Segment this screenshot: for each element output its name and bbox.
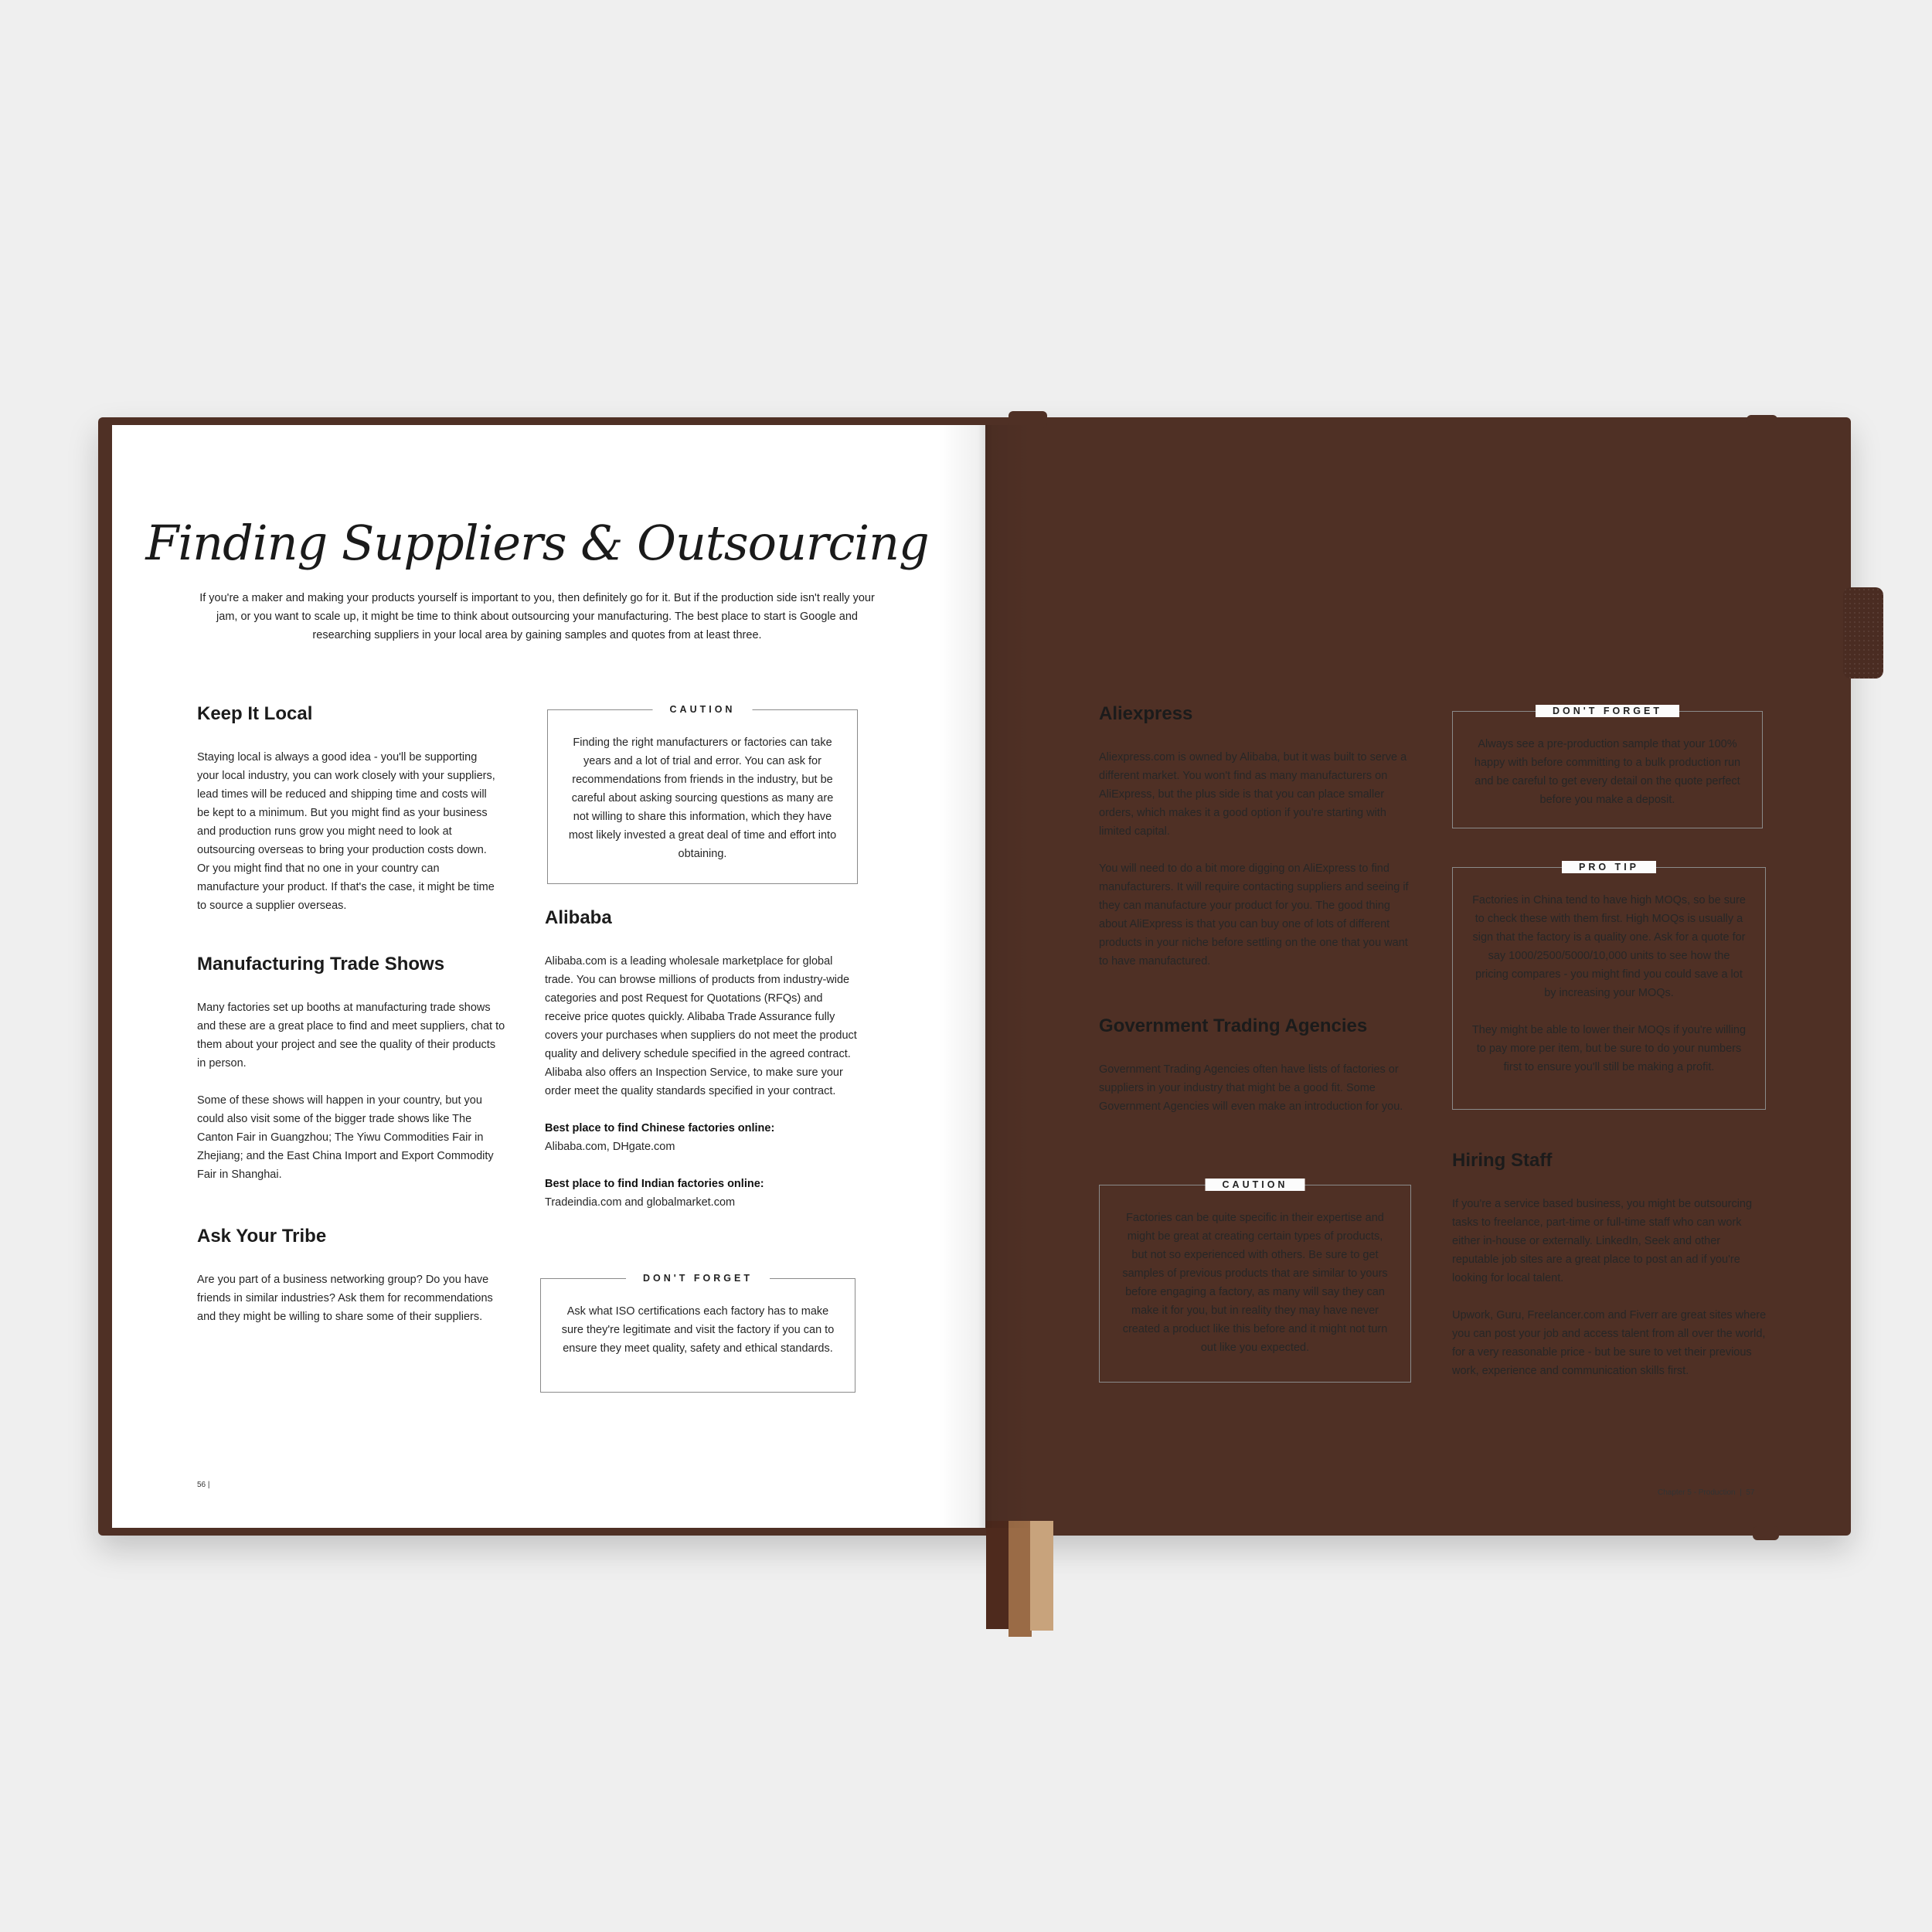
heading-alibaba: Alibaba [545,907,612,928]
keep-it-local-paragraph: Staying local is always a good idea - you'll be supporting your local industry, you can work closely with your suppliers, lead times will be reduced and shipping time and costs will be kept to a minimum. But you might find as your business and production runs grow you might need to look at outsourcing overseas to bring your production costs down. Or you might find that no one in your country can manufacture your product. If that's the case, it might be time to source a supplier overseas. [197,751,495,912]
pro-tip-paragraph-1: Factories in China tend to have high MOQs, so be sure to check these with them first. High MOQs is usually a sign that the factory is a quality one. Ask for a quote for say 1000/2500/5000/10,000 units to see how the pricing compares - you might find you could save a lot by increasing your MOQs. [1472,894,1746,999]
aliexpress-text [1099,748,1414,971]
trade-shows-paragraph-2: Some of these shows will happen in your country, but you could also visit some of the bigger trade shows like The Canton Fair in Guangzhou; The Yiwu Commodities Fair in Zhejiang; and the East China Import and Export Commodity Fair in Shanghai. [197,1094,494,1181]
aliexpress-paragraph-1: Aliexpress.com is owned by Alibaba, but it was built to serve a different market. You won't find as many manufacturers on AliExpress, but the plus side is that you can place smaller orders, which makes it a good option if you're starting with limited capital. [1099,751,1407,838]
bookmark-ribbon-dark [986,1521,1009,1629]
right-page [985,425,1849,1528]
dont-forget-label: DON'T FORGET [626,1272,770,1284]
caution-text-right: Factories can be quite specific in their expertise and might be great at creating certain types of products, but not so experienced with others. Be sure to get samples of previous products that are similar to yours before engaging a factory, as many will say they can make it for you, but in reality they may have never created a product like this before and it might not turn out like you expected. [1122,1212,1388,1354]
trade-shows-paragraph-1: Many factories set up booths at manufacturing trade shows and these are a great place to find and meet suppliers, chat to them about your project and see the quality of their products in person. [197,1002,505,1070]
alibaba-text [545,952,860,1212]
government-agencies-text [1099,1060,1410,1116]
indian-factories-label: Best place to find Indian factories online: [545,1178,764,1190]
page-title: Finding Suppliers & Outsourcing [145,515,929,571]
cover-top-tab-right [1747,415,1777,426]
hiring-staff-paragraph-2: Upwork, Guru, Freelancer.com and Fiverr are great sites where you can post your job and access talent from all over the world, for a very reasonable price - but be sure to vet their previous work, experience and communication skills first. [1452,1309,1767,1377]
heading-government-agencies: Government Trading Agencies [1099,1015,1368,1036]
alibaba-chinese-factories [545,1119,860,1156]
heading-hiring-staff: Hiring Staff [1452,1150,1553,1171]
pro-tip-paragraph-2: They might be able to lower their MOQs if you're willing to pay more per item, but be sure to do your numbers first to ensure you'll still be making a profit. [1471,1024,1747,1073]
caution-label: CAUTION [653,703,753,716]
government-agencies-paragraph: Government Trading Agencies often have lists of factories or suppliers in your industry that might be a good fit. Some Government Agencies will even make an introduction for you. [1099,1063,1403,1113]
cover-bottom-tab [1753,1526,1779,1540]
chapter-label: Chapter 5 - Production [1658,1488,1736,1497]
pro-tip-box [1452,862,1766,1110]
dont-forget-text-right: Always see a pre-production sample that your 100% happy with before committing to a bulk production run and be careful to get every detail on the quote perfect before you make a deposit. [1474,738,1741,806]
heading-trade-shows: Manufacturing Trade Shows [197,954,445,975]
caution-text: Finding the right manufacturers or factories can take years and a lot of trial and error. You can ask for recommendations from friends in the industry, but be careful about asking sourcing questions as many are not willing to share this information, which they have most likely invested a great deal of time and effort into obtaining. [568,736,837,860]
page-number-left: 56 | [197,1481,210,1489]
caution-box [547,704,858,884]
pro-tip-label: PRO TIP [1562,861,1656,873]
ask-your-tribe-text [197,1270,505,1326]
hiring-staff-paragraph-1: If you're a service based business, you might be outsourcing tasks to freelance, part-time or full-time staff who can work either in-house or externally. LinkedIn, Seek and other reputable job sites are a great place to post an ad if you're looking for local talent. [1452,1198,1753,1284]
alibaba-paragraph: Alibaba.com is a leading wholesale marketplace for global trade. You can browse millions of products from industry-wide categories and post Request for Quotations (RFQs) and receive price quotes quickly. Alibaba Trade Assurance fully covers your purchases when suppliers do not meet the product quality and delivery schedule specified in the agreed contract. Alibaba also offers an Inspection Service, to make sure your order meet the quality standards specified in your contract. [545,955,857,1097]
indian-factories-value: Tradeindia.com and globalmarket.com [545,1196,736,1209]
chinese-factories-label: Best place to find Chinese factories online: [545,1122,775,1134]
caution-label-right: CAUTION [1206,1179,1305,1191]
heading-ask-your-tribe: Ask Your Tribe [197,1226,327,1247]
chinese-factories-value: Alibaba.com, DHgate.com [545,1141,675,1153]
hiring-staff-text [1452,1195,1767,1380]
caution-box-right [1099,1179,1411,1383]
trade-shows-text [197,998,506,1184]
dont-forget-box [540,1273,855,1393]
bookmark-ribbon-light [1030,1521,1053,1631]
heading-aliexpress: Aliexpress [1099,703,1193,724]
page-number-right: 57 [1746,1488,1755,1497]
dont-forget-text: Ask what ISO certifications each factory has to make sure they're legitimate and visit the factory if you can to ensure they meet quality, safety and ethical standards. [561,1305,835,1355]
heading-keep-it-local: Keep It Local [197,703,313,724]
keep-it-local-text [197,748,500,915]
aliexpress-paragraph-2: You will need to do a bit more digging on AliExpress to find manufacturers. It will require contacting suppliers and seeing if they can manufacture your product for you. The good thing about AliExpress is that you can buy one of lots of different products in your niche before settling on the one that you want to have manufactured. [1099,862,1409,968]
intro-paragraph: If you're a maker and making your products yourself is important to you, then definitely go for it. But if the production side isn't really your jam, or you want to scale up, it might be time to think about outsourcing your manufacturing. The best place to start is Google and researching suppliers in your local area by gaining samples and quotes from at least three. [199,592,875,641]
page-footer-right: Chapter 5 - Production | 57 [1658,1488,1755,1497]
alibaba-indian-factories [545,1175,860,1212]
bookmark-ribbon-mid [1009,1521,1032,1637]
dont-forget-box-right [1452,706,1763,828]
ask-your-tribe-paragraph: Are you part of a business networking group? Do you have friends in similar industries? Ask them for recommendations and they might be willing to share some of their suppliers. [197,1274,493,1323]
dont-forget-label-right: DON'T FORGET [1536,705,1679,717]
left-page [112,425,985,1528]
